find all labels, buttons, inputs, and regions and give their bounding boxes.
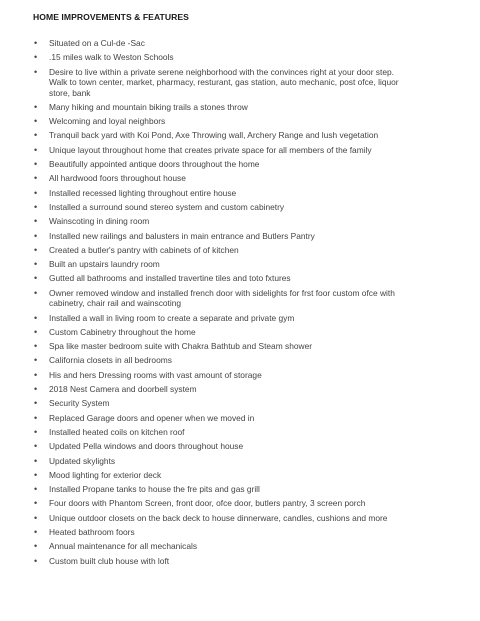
list-item	[0, 327, 480, 338]
bullet-icon: •	[34, 173, 38, 184]
list-item	[0, 102, 480, 113]
bullet-icon: •	[34, 130, 38, 141]
list-item	[0, 541, 480, 552]
list-item-text: Installed a surround sound stereo system and custom cabinetry	[49, 201, 285, 212]
list-item-text: Updated Pella windows and doors throughout house	[49, 441, 244, 452]
bullet-icon: •	[34, 555, 38, 566]
list-item-text: Mood lighting for exterior deck	[49, 469, 162, 480]
list-item	[0, 484, 480, 495]
list-item	[0, 288, 480, 309]
bullet-icon: •	[34, 484, 38, 495]
list-item	[0, 556, 480, 567]
list-item	[0, 498, 480, 509]
bullet-icon: •	[34, 398, 38, 409]
bullet-icon: •	[34, 541, 38, 552]
list-item-text: .15 miles walk to Weston Schools	[49, 52, 174, 63]
bullet-icon: •	[34, 455, 38, 466]
bullet-icon: •	[34, 287, 38, 298]
list-item-text: Security System	[49, 398, 110, 409]
feature-list	[0, 38, 480, 570]
list-item	[0, 216, 480, 227]
list-item-text: California closets in all bedrooms	[49, 355, 172, 366]
bullet-icon: •	[34, 52, 38, 63]
bullet-icon: •	[34, 259, 38, 270]
list-item	[0, 202, 480, 213]
bullet-icon: •	[34, 326, 38, 337]
list-item-text: Beautifully appointed antique doors throughout the home	[49, 159, 260, 170]
list-item	[0, 259, 480, 270]
list-item	[0, 355, 480, 366]
bullet-icon: •	[34, 512, 38, 523]
list-item-text: Built an upstairs laundry room	[49, 259, 160, 270]
bullet-icon: •	[34, 355, 38, 366]
list-item-text: Annual maintenance for all mechanicals	[49, 541, 198, 552]
list-item-text: Installed heated coils on kitchen roof	[49, 426, 185, 437]
list-item-text: Installed recessed lighting throughout entire house	[49, 187, 237, 198]
bullet-icon: •	[34, 144, 38, 155]
bullet-icon: •	[34, 527, 38, 537]
list-item	[0, 341, 480, 352]
list-item	[0, 370, 480, 381]
list-item	[0, 441, 480, 452]
list-item-text: Updated skylights	[49, 455, 116, 466]
list-item	[0, 398, 480, 409]
list-item-text: Four doors with Phantom Screen, front door, ofce door, butlers pantry, 3 screen porch	[49, 498, 366, 509]
list-item-text: Owner removed window and installed french door with sidelights for frst foor custom ofce with cabinetry, chair rail and wainscoting	[49, 287, 395, 309]
bullet-icon: •	[34, 101, 38, 112]
list-item	[0, 38, 480, 49]
list-item-text: Gutted all bathrooms and installed travertine tiles and toto fxtures	[49, 273, 291, 284]
list-item	[0, 67, 480, 99]
list-item-text: Spa like master bedroom suite with Chakra Bathtub and Steam shower	[49, 341, 313, 352]
list-item	[0, 130, 480, 141]
bullet-icon: •	[34, 441, 38, 452]
list-item	[0, 527, 480, 538]
section-heading: HOME IMPROVEMENTS & FEATURES	[33, 12, 189, 22]
list-item	[0, 159, 480, 170]
bullet-icon: •	[34, 369, 38, 380]
list-item-text: Situated on a Cul-de -Sac	[49, 38, 145, 48]
list-item-text: Unique outdoor closets on the back deck to house dinnerware, candles, cushions and more	[49, 512, 388, 523]
list-item-text: Custom Cabinetry throughout the home	[49, 326, 196, 337]
list-item	[0, 188, 480, 199]
bullet-icon: •	[34, 159, 38, 170]
list-item-text: Installed Propane tanks to house the fre pits and gas grill	[49, 484, 260, 495]
list-item-text: 2018 Nest Camera and doorbell system	[49, 384, 197, 395]
bullet-icon: •	[34, 116, 38, 127]
list-item	[0, 384, 480, 395]
list-item-text: Heated bathroom foors	[49, 527, 135, 537]
list-item	[0, 173, 480, 184]
list-item	[0, 413, 480, 424]
bullet-icon: •	[34, 201, 38, 212]
list-item-text: Installed new railings and balusters in main entrance and Butlers Pantry	[49, 230, 315, 241]
bullet-icon: •	[34, 498, 38, 509]
list-item	[0, 427, 480, 438]
list-item	[0, 145, 480, 156]
list-item-text: His and hers Dressing rooms with vast amount of storage	[49, 369, 262, 380]
list-item-text: Custom built club house with loft	[49, 555, 170, 566]
bullet-icon: •	[34, 244, 38, 255]
bullet-icon: •	[34, 66, 38, 77]
list-item	[0, 313, 480, 324]
list-item	[0, 513, 480, 524]
bullet-icon: •	[34, 384, 38, 395]
bullet-icon: •	[34, 38, 38, 48]
list-item-text: Replaced Garage doors and opener when we moved in	[49, 412, 255, 423]
list-item-text: Tranquil back yard with Koi Pond, Axe Throwing wall, Archery Range and lush vegetation	[49, 130, 379, 141]
bullet-icon: •	[34, 469, 38, 480]
list-item	[0, 456, 480, 467]
bullet-icon: •	[34, 341, 38, 352]
list-item-text: Desire to live within a private serene neighborhood with the convinces right at your door step. Walk to town center, market, pharmacy, resturant, gas station, auto mechanic, post ofce, liquor store, bank	[49, 66, 399, 98]
list-item-text: Created a butler's pantry with cabinets of of kitchen	[49, 244, 239, 255]
list-item	[0, 470, 480, 481]
bullet-icon: •	[34, 412, 38, 423]
bullet-icon: •	[34, 312, 38, 323]
bullet-icon: •	[34, 426, 38, 437]
bullet-icon: •	[34, 273, 38, 284]
list-item	[0, 245, 480, 256]
list-item	[0, 116, 480, 127]
bullet-icon: •	[34, 230, 38, 241]
list-item	[0, 231, 480, 242]
bullet-icon: •	[34, 187, 38, 198]
list-item-text: Unique layout throughout home that creates private space for all members of the family	[49, 144, 372, 155]
list-item	[0, 273, 480, 284]
list-item	[0, 52, 480, 63]
list-item-text: Wainscoting in dining room	[49, 216, 150, 227]
list-item-text: Many hiking and mountain biking trails a stones throw	[49, 101, 248, 112]
list-item-text: All hardwood foors throughout house	[49, 173, 186, 184]
bullet-icon: •	[34, 216, 38, 227]
list-item-text: Installed a wall in living room to create a separate and private gym	[49, 312, 295, 323]
list-item-text: Welcoming and loyal neighbors	[49, 116, 166, 127]
